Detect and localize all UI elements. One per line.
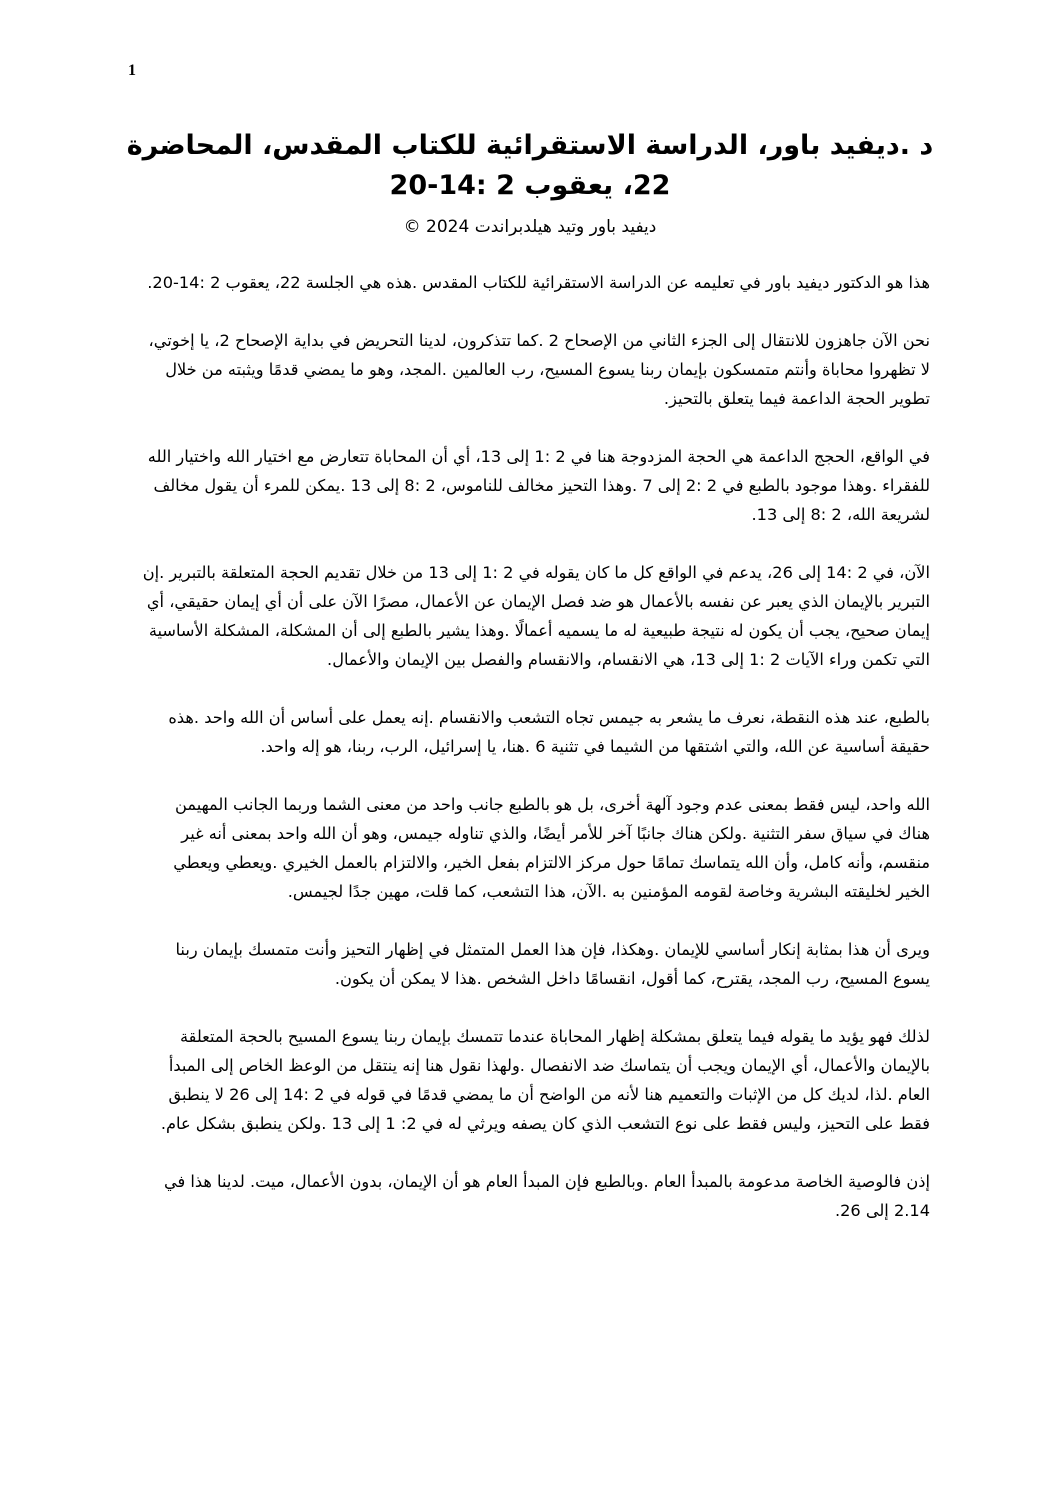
paragraph-3: في الواقع، الحجج الداعمة هي الحجة المزدوجة هنا في 2 :1 إلى 13، أي أن المحاباة تتعارض مع اختيار الله واختيار الله للفقراء .وهذا موجود بالطبع في 2 :2 إلى 7 .وهذا التحيز مخالف للناموس، 2 :8 إلى 13 .يمكن للمرء أن يقول مخالف لشريعة الله، 2 :8 إلى 13. bbox=[147, 447, 930, 524]
paragraph-1: هذا هو الدكتور ديفيد باور في تعليمه عن الدراسة الاستقرائية للكتاب المقدس .هذه هي الجلسة 22، يعقوب 2 :14-20. bbox=[147, 273, 930, 292]
paragraph-5: بالطبع، عند هذه النقطة، نعرف ما يشعر به جيمس تجاه التشعب والانقسام .إنه يعمل على أساس أن الله واحد .هذه حقيقة أساسية عن الله، والتي اشتقها من الشيما في تثنية 6 .هنا، يا إسرائيل، الرب، ربنا، هو إله واحد. bbox=[168, 708, 930, 756]
paragraph-6: الله واحد، ليس فقط بمعنى عدم وجود آلهة أخرى، بل هو بالطبع جانب واحد من معنى الشما وربما الجانب المهيمن هناك في سياق سفر التثنية .ولكن هناك جانبًا آخر للأمر أيضًا، والذي تناوله جيمس، وهو أن الله واحد بمعنى أنه غير منقسم، وأنه كامل، وأن الله يتماسك تمامًا حول مركز الالتزام بفعل الخير، والالتزام بالعمل الخيري .ويعطي ويعطي الخير لخليقته البشرية وخاصة لقومه المؤمنين به .الآن، هذا التشعب، كما قلت، مهين جدًا لجيمس. bbox=[173, 795, 930, 901]
paragraph-2: نحن الآن جاهزون للانتقال إلى الجزء الثاني من الإصحاح 2 .كما تتذكرون، لدينا التحريض في بداية الإصحاح 2، يا إخوتي، لا تظهروا محاباة وأنتم متمسكون بإيمان ربنا يسوع المسيح، رب العالمين .المجد، وهو ما يمضي قدمًا ويثبته من خلال تطوير الحجة الداعمة فيما يتعلق بالتحيز. bbox=[148, 331, 930, 408]
document-body bbox=[140, 268, 930, 1254]
paragraph-8: لذلك فهو يؤيد ما يقوله فيما يتعلق بمشكلة إظهار المحاباة عندما تتمسك بإيمان ربنا يسوع المسيح بالحجة المتعلقة بالإيمان والأعمال، أي الإيمان ويجب أن يتماسك ضد الانفصال .ولهذا نقول هنا إنه ينتقل من الوعظ الخاص إلى المبدأ العام .لذا، لديك كل من الإثبات والتعميم هنا لأنه من الواضح أن ما يمضي قدمًا في قوله في 2 :14 إلى 26 لا ينطبق فقط على التحيز، وليس فقط على نوع التشعب الذي كان يصفه ويرثي له في 2: 1 إلى 13 .ولكن ينطبق بشكل عام. bbox=[160, 1027, 930, 1133]
paragraph-9: إذن فالوصية الخاصة مدعومة بالمبدأ العام .وبالطبع فإن المبدأ العام هو أن الإيمان، بدون الأعمال، ميت. لدينا هذا في 2.14 إلى 26. bbox=[164, 1172, 930, 1220]
copyright-line: ديفيد باور وتيد هيلدبراندت 2024 © bbox=[403, 217, 657, 237]
paragraph-4: الآن، في 2 :14 إلى 26، يدعم في الواقع كل ما كان يقوله في 2 :1 إلى 13 من خلال تقديم الحجة المتعلقة بالتبرير .إن التبرير بالإيمان الذي يعبر عن نفسه بالأعمال هو ضد فصل الإيمان عن الأعمال، مصرًا الآن على أن أي إيمان حقيقي، أي إيمان صحيح، يجب أن يكون له نتيجة طبيعية له ما يسميه أعمالًا .وهذا يشير بالطبع إلى أن المشكلة، المشكلة الأساسية التي تكمن وراء الآيات 2 :1 إلى 13، هي الانقسام، والانقسام والفصل بين الإيمان والأعمال. bbox=[142, 563, 930, 669]
page-title: د .ديفيد باور، الدراسة الاستقرائية للكتاب المقدس، المحاضرة 22، يعقوب 2 :14-20 bbox=[126, 130, 934, 201]
page-number: 1 bbox=[128, 62, 136, 79]
paragraph-7: ويرى أن هذا بمثابة إنكار أساسي للإيمان .وهكذا، فإن هذا العمل المتمثل في إظهار التحيز وأنت متمسك بإيمان ربنا يسوع المسيح، رب المجد، يقترح، كما أقول، انقسامًا داخل الشخص .هذا لا يمكن أن يكون. bbox=[175, 940, 930, 988]
